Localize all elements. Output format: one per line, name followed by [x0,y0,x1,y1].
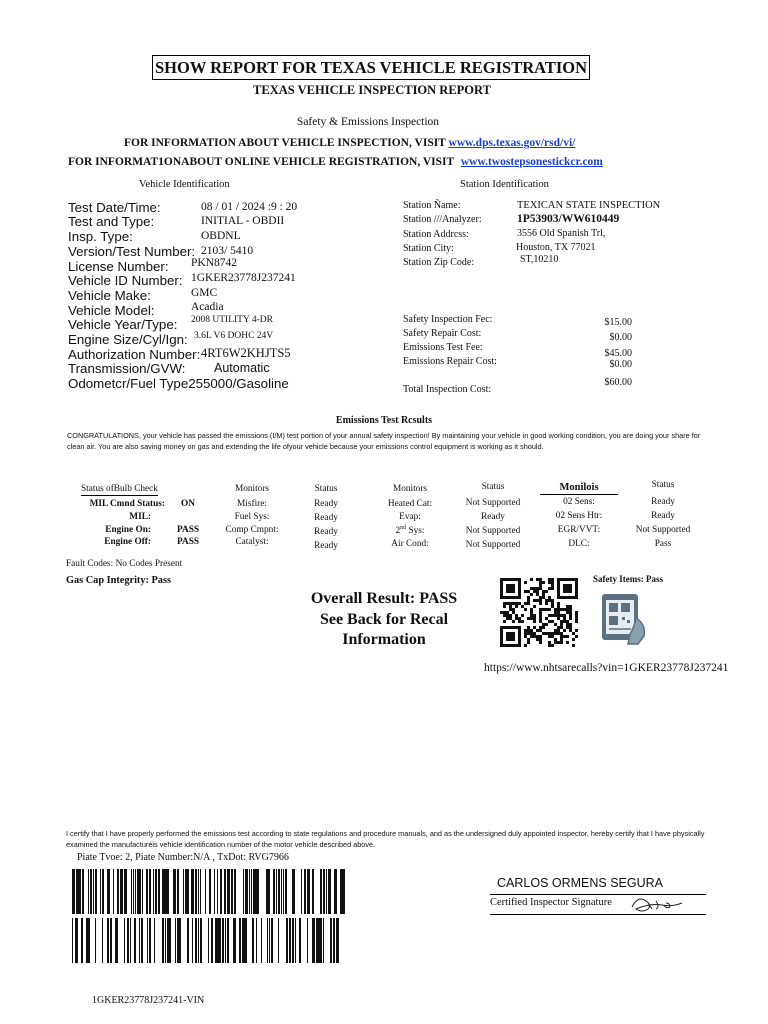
vehicle-label: Version/Test Number: [68,244,196,259]
monitor-status: Not Supported [635,525,691,535]
safety-items-label: Safety Items: Pass [593,574,663,584]
plate-line: Piate Tvoe: 2, Piate Number:N/A , TxDot: RVG7966 [77,852,289,863]
bulb-label: MIL: [129,512,151,522]
vehicle-label: Vehicle Make: [68,288,151,303]
emissions-text: CONGRATULATIONS, your vehicle has passed the emissions (I/M) test portion of your annual safety inspection! By maintaining your vehicle in good working condition, you are doing your share for clean air. You are also saving money on gas and extending the life ofyour vehicle because your emissions control equipment is working as it should. [67,431,701,451]
monitor-status: Ready [651,511,675,521]
vehicle-label: License Number: [68,259,169,274]
monitor-name: Fuel Sys: [234,512,270,522]
signature-line [490,914,706,915]
station-value: Houston, TX 77021 [516,242,596,253]
monitor-status: Ready [481,512,505,522]
vehicle-label: Vehicle ID Number: [68,273,183,288]
monitors-header: Monitors [392,484,428,494]
monitor-name: Comp Cmpnt: [225,525,279,535]
vehicle-value: 1GKER23778J237241 [191,272,296,284]
monitor-name: Evap: [399,512,421,522]
monitor-status: Ready [314,541,338,551]
vehicle-label: Transmission/GVW: [68,361,186,376]
station-value: 3556 Old Spanish Trl, [517,228,606,239]
bulb-check-heading: Status ofBulb Check [81,484,158,494]
monitor-status: Pass [654,539,672,549]
fee-value: $45.00 [604,348,632,359]
certification-text: I certify that I have properly performed the emissions test according to state regulations and procedure manuals, and as the undersigned duly appointed inspector, hereby certify that I have physically examined the manufacturéis vehicle identification number of the motor vehicle described above. [66,829,705,849]
fee-value: $15.00 [604,317,632,328]
monitor-status: Ready [314,513,338,523]
monitor-name: Heated Cat: [387,499,433,509]
fee-label: Emissions Test Fee: [403,342,483,353]
fee-value: $0.00 [609,359,632,370]
monitor-name: Catalyst: [235,537,269,547]
bulb-label: MIL Cmnd Status: [89,499,165,509]
vehicle-label: Authorization Number: [68,347,201,362]
gas-cap-integrity: Gas Cap Integrity: Pass [66,575,171,586]
station-heading: Station Identification [460,179,549,190]
monitor-name: Misfire: [237,499,267,509]
monitor-status: Ready [314,499,338,509]
station-label: Station Zip Code: [403,257,475,268]
station-label: Station ///Analyzer: [403,214,482,225]
monitors-header: Monitors [234,484,270,494]
recall-url[interactable]: https://www.nhtsarecalls?vin=1GKER23778J237241 [484,662,729,674]
total-cost-value: $60.00 [604,377,632,388]
vehicle-label: Odometcr/Fuel Type [68,376,189,391]
vehicle-value: GMC [191,287,218,299]
fee-label: Safety Repair Cost: [403,328,482,339]
station-value: TEXICAN STATE INSPECTION [517,200,661,211]
barcode-top [72,869,348,914]
vehicle-label: Test and Type: [68,214,155,229]
vehicle-value: 2008 UTILITY 4-DR [191,315,273,325]
emissions-heading: Emissions Test Rcsults [335,415,433,426]
vehicle-label: Vehicle Year/Type: [68,317,178,332]
recall-notice-2: Information [342,631,426,648]
inspector-name: CARLOS ORMENS SEGURA [497,876,664,890]
twostep-link[interactable]: www.twostepsonestickcr.com [460,156,603,168]
odometer-fuel-line [68,376,289,391]
vehicle-label: Insp. Type: [68,229,133,244]
fault-codes: Fault Codes: No Codes Present [66,559,183,569]
signature-label: Certified Inspector Signature [490,897,612,908]
vehicle-value: 08 / 01 / 2024 :9 : 20 [201,201,298,213]
report-subtitle: TEXAS VEHICLE INSPECTION REPORT [253,83,491,97]
vehicle-label: Vehicle Model: [68,303,155,318]
barcode-bottom [72,918,348,963]
vehicle-value: Acadia [191,301,224,313]
inspector-signature [626,893,690,915]
fee-label: Safety Inspection Fec: [403,314,493,325]
second-sys-label: 2nd Sys: [395,525,425,537]
station-label: Station City: [403,243,454,254]
station-value: ST,10210 [520,254,559,265]
vehicle-value: Automatic [214,361,270,375]
fee-value: $0.00 [609,332,632,343]
monitor-status: Not Supported [465,526,521,536]
vehicle-value: 2103/ 5410 [201,245,254,257]
bulb-label: Engine Off: [104,537,151,547]
fee-label: Emissions Repair Cost: [403,356,497,367]
dps-link[interactable]: www.dps.texas.gov/rsd/vi/ [448,137,576,149]
phone-scan-icon [594,590,654,646]
total-cost-label: Total Inspection Cost: [403,384,492,395]
vehicle-value: INITIAL - OBDII [201,215,285,227]
status-header: Status [481,482,505,492]
qr-code [500,578,578,648]
status-header: Status [651,480,675,490]
vin-footer: 1GKER23778J237241-VIN [92,995,205,1006]
vehicle-value: PKN8742 [191,257,238,269]
station-value: 1P53903/WW610449 [517,213,620,225]
info-text: FOR INFORMAT1ONABOUT ONLINE VEHICLE REGISTRATION, VISIT [68,156,454,168]
inspection-type: Safety & Emissions Inspection [296,116,440,128]
vehicle-label: Engine Size/Cyl/Ign: [68,332,188,347]
monitor-status: Ready [314,527,338,537]
vehicle-label: Test Date/Time: [68,200,161,215]
monitors-header: Monilois [540,481,618,495]
monitor-status: Not Supported [465,498,521,508]
monitor-name: EGR/VVT: [557,525,601,535]
monitor-name: 02 Sens Htr: [555,511,603,521]
bulb-value: PASS [177,525,200,535]
monitor-name [380,525,440,536]
vehicle-value: OBDNL [201,230,241,242]
bulb-value: PASS [177,537,200,547]
bulb-value: ON [181,499,195,509]
info-line-registration [68,156,603,168]
station-label: Station Addrcss: [403,229,469,240]
report-title: SHOW REPORT FOR TEXAS VEHICLE REGISTRATION [152,55,590,80]
vehicle-value: 4RT6W2KHJTS5 [201,346,291,360]
monitor-name: 02 Sens: [563,497,595,507]
station-label: Station Ñame: [403,200,461,211]
vehicle-value: 3.6L V6 DOHC 24V [194,331,274,341]
monitor-status: Ready [651,497,675,507]
monitor-name: Air Cond: [391,539,429,549]
info-text: FOR INFORMATION ABOUT VEHICLE INSPECTION, VISIT [124,137,446,149]
recall-notice: See Back for Recal [319,611,449,628]
bulb-label: Engine On: [105,525,151,535]
vehicle-heading: Vehicle Identification [139,179,230,190]
status-header: Status [314,484,338,494]
info-line-inspection [124,137,575,149]
monitor-status: Not Supported [465,540,521,550]
overall-result: Overall Result: PASS [310,590,458,607]
monitor-name: DLC: [568,539,590,549]
vehicle-value: 255000/Gasoline [188,376,289,391]
